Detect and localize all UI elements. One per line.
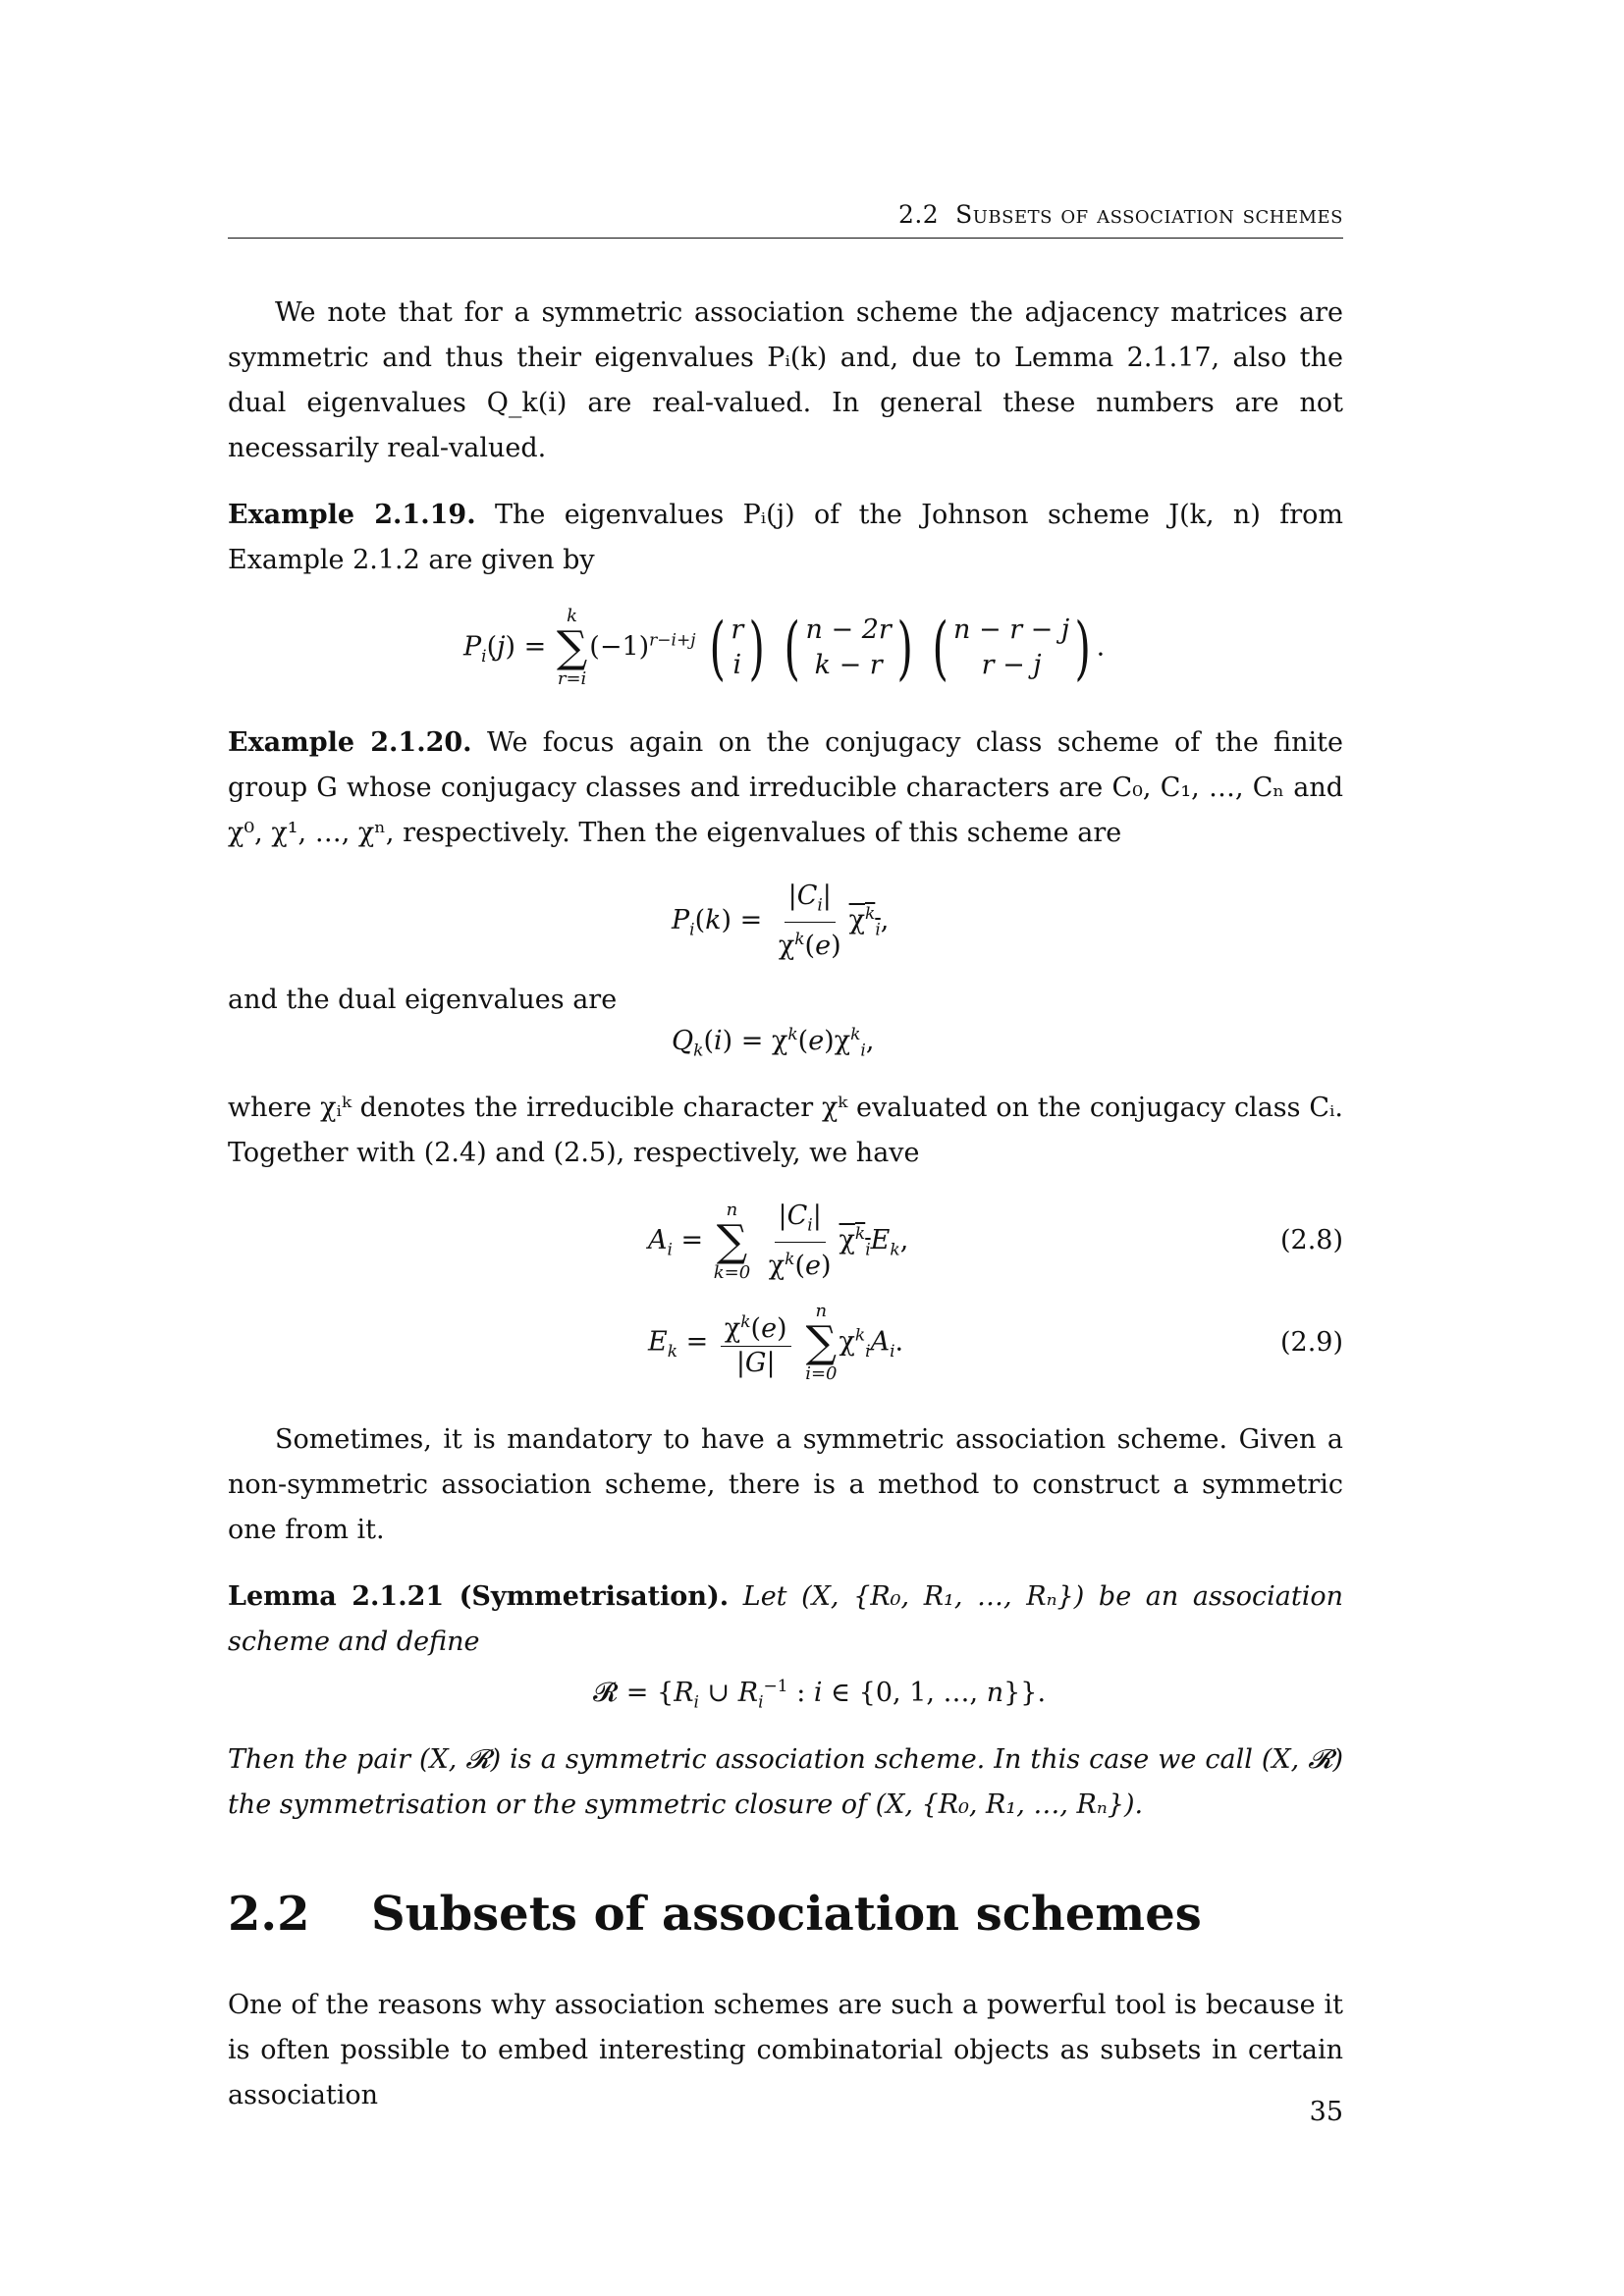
header-section-title: Subsets of association schemes — [955, 200, 1343, 229]
paragraph-section-intro: One of the reasons why association schemes are such a powerful tool is because it is often possible to embed interesting combinatorial objects as subsets in certain association — [228, 1990, 1343, 2110]
example-2-1-20 — [228, 721, 1343, 856]
example-2-1-19 — [228, 493, 1343, 583]
equation-symmetrisation-set: 𝓡 = {$R_i$ ∪ $R_i^{-1}$ : i ∈ {0, 1, …, n}}. — [593, 1677, 1047, 1713]
section-title: Subsets of association schemes — [371, 1887, 1202, 1942]
lemma-2-1-21-text: Let (X, {R₀, R₁, …, Rₙ}) be an association scheme and define — [228, 1581, 1343, 1657]
example-2-1-20-text: We focus again on the conjugacy class scheme of the finite group G whose conjugacy classes and irreducible characters are C₀, C₁, …, Cₙ and χ⁰, χ¹, …, χⁿ, respectively. Then the eigenvalues of this scheme are — [228, 727, 1344, 848]
paragraph-sometimes: Sometimes, it is mandatory to have a symmetric association scheme. Given a non-symmetric association scheme, there is a method to construct a symmetric one from it. — [228, 1424, 1343, 1545]
equation-2-9: $E_k$ = $\frac{\chi^k(e)}{|G|}$ n ∑ i=0 $\chi^k_iA_i$. — [648, 1301, 904, 1384]
lemma-2-1-21-label: Lemma 2.1.21 (Symmetrisation). — [228, 1581, 730, 1612]
paragraph-symmetric-note: We note that for a symmetric association scheme the adjacency matrices are symmetric and thus their eigenvalues Pᵢ(k) and, due to Lemma 2.1.17, also the dual eigenvalues Q_k(i) are real-valued. In general these numbers are not necessarily real-valued. — [228, 297, 1343, 463]
page-number: 35 — [1309, 2097, 1343, 2127]
page — [228, 0, 1343, 2296]
running-header — [228, 200, 1343, 239]
lemma-2-1-21-conclusion: Then the pair (X, 𝓡) is a symmetric association scheme. In this case we call (X, 𝓡) the symmetrisation or the symmetric closure of (X, {R₀, R₁, …, Rₙ}). — [228, 1744, 1343, 1820]
section-heading — [228, 1887, 1202, 1942]
example-2-1-19-label: Example 2.1.19. — [228, 500, 476, 530]
paragraph-where: where χᵢᵏ denotes the irreducible character χᵏ evaluated on the conjugacy class Cᵢ. Together with (2.4) and (2.5), respectively, we have — [228, 1093, 1343, 1168]
equation-johnson-eigenvalues: $P_i(j)$ = k ∑ r=i $(-1)^{r-i+j}$ ( r i ) ( n − 2r k − r ) ( n − r − j r − j ) . — [463, 606, 1106, 689]
equation-2-8-label: (2.8) — [1279, 1225, 1343, 1255]
equation-2-9-label: (2.9) — [1279, 1327, 1343, 1358]
header-section-number: 2.2 — [897, 200, 940, 229]
section-number: 2.2 — [228, 1887, 310, 1942]
lemma-2-1-21 — [228, 1575, 1343, 1665]
equation-eigenvalues-conjugacy: $P_i(k)$ = $\frac{|C_i|}{\chi^k(e)}$ $\chi^k_i$, — [672, 881, 890, 962]
equation-2-8: $A_i$ = n ∑ k=0 $\frac{|C_i|}{\chi^k(e)}$ $\chi^k_iE_k$, — [648, 1199, 909, 1283]
example-2-1-20-label: Example 2.1.20. — [228, 727, 472, 758]
dual-eigenvalues-intro: and the dual eigenvalues are — [228, 985, 618, 1015]
example-2-1-19-text: The eigenvalues Pᵢ(j) of the Johnson scheme J(k, n) from Example 2.1.2 are given by — [228, 500, 1343, 575]
equation-dual-eigenvalues: $Q_k(i) = \chi^k(e)\chi^k_i$, — [672, 1025, 875, 1061]
